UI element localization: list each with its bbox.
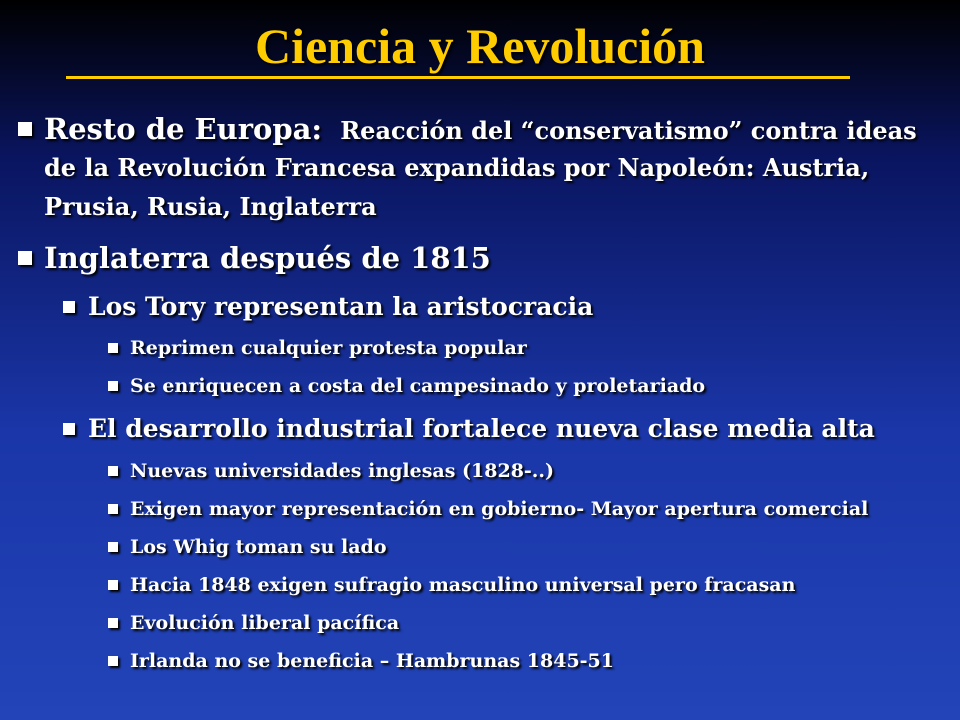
sub-sub-bullet-square-icon <box>108 504 118 514</box>
sub-a-item-2: Se enriquecen a costa del campesinado y proletariado <box>130 375 706 397</box>
sub-b-item-4: Hacia 1848 exigen sufragio masculino universal pero fracasan <box>130 574 796 596</box>
sub-sub-bullet-square-icon <box>108 580 118 590</box>
slide-title: Ciencia y Revolución <box>255 18 705 74</box>
sub-sub-bullet-square-icon <box>108 542 118 552</box>
bullet-square-icon <box>18 251 32 265</box>
sub-b-item-2: Exigen mayor representación en gobierno- Mayor apertura comercial <box>130 498 869 520</box>
bullet-1-line-1 <box>44 111 917 149</box>
sub-b-item-3: Los Whig toman su lado <box>130 536 387 558</box>
sub-b-item-5: Evolución liberal pacífica <box>130 612 400 634</box>
bullet-1-lead: Resto de Europa: <box>44 112 323 146</box>
bullet-2-text: Inglaterra después de 1815 <box>44 241 491 275</box>
sub-sub-bullet-square-icon <box>108 656 118 666</box>
sub-b-item-6: Irlanda no se beneficia – Hambrunas 1845-51 <box>130 650 614 672</box>
bullet-1-line-3: Prusia, Rusia, Inglaterra <box>44 192 377 221</box>
bullet-1-line-2: de la Revolución Francesa expandidas por Napoleón: Austria, <box>44 153 870 182</box>
sub-bullet-square-icon <box>63 301 75 313</box>
sub-b-item-1: Nuevas universidades inglesas (1828-..) <box>130 460 555 482</box>
sub-bullet-square-icon <box>63 423 75 435</box>
bullet-square-icon <box>18 122 32 136</box>
sub-a-text: Los Tory representan la aristocracia <box>88 292 594 321</box>
bullet-1-text: Reacción del “conservatismo” contra ideas <box>340 116 917 145</box>
sub-sub-bullet-square-icon <box>108 343 118 353</box>
sub-sub-bullet-square-icon <box>108 618 118 628</box>
sub-a-item-1: Reprimen cualquier protesta popular <box>130 337 527 359</box>
sub-sub-bullet-square-icon <box>108 381 118 391</box>
sub-sub-bullet-square-icon <box>108 466 118 476</box>
sub-b-text: El desarrollo industrial fortalece nueva clase media alta <box>88 414 875 443</box>
